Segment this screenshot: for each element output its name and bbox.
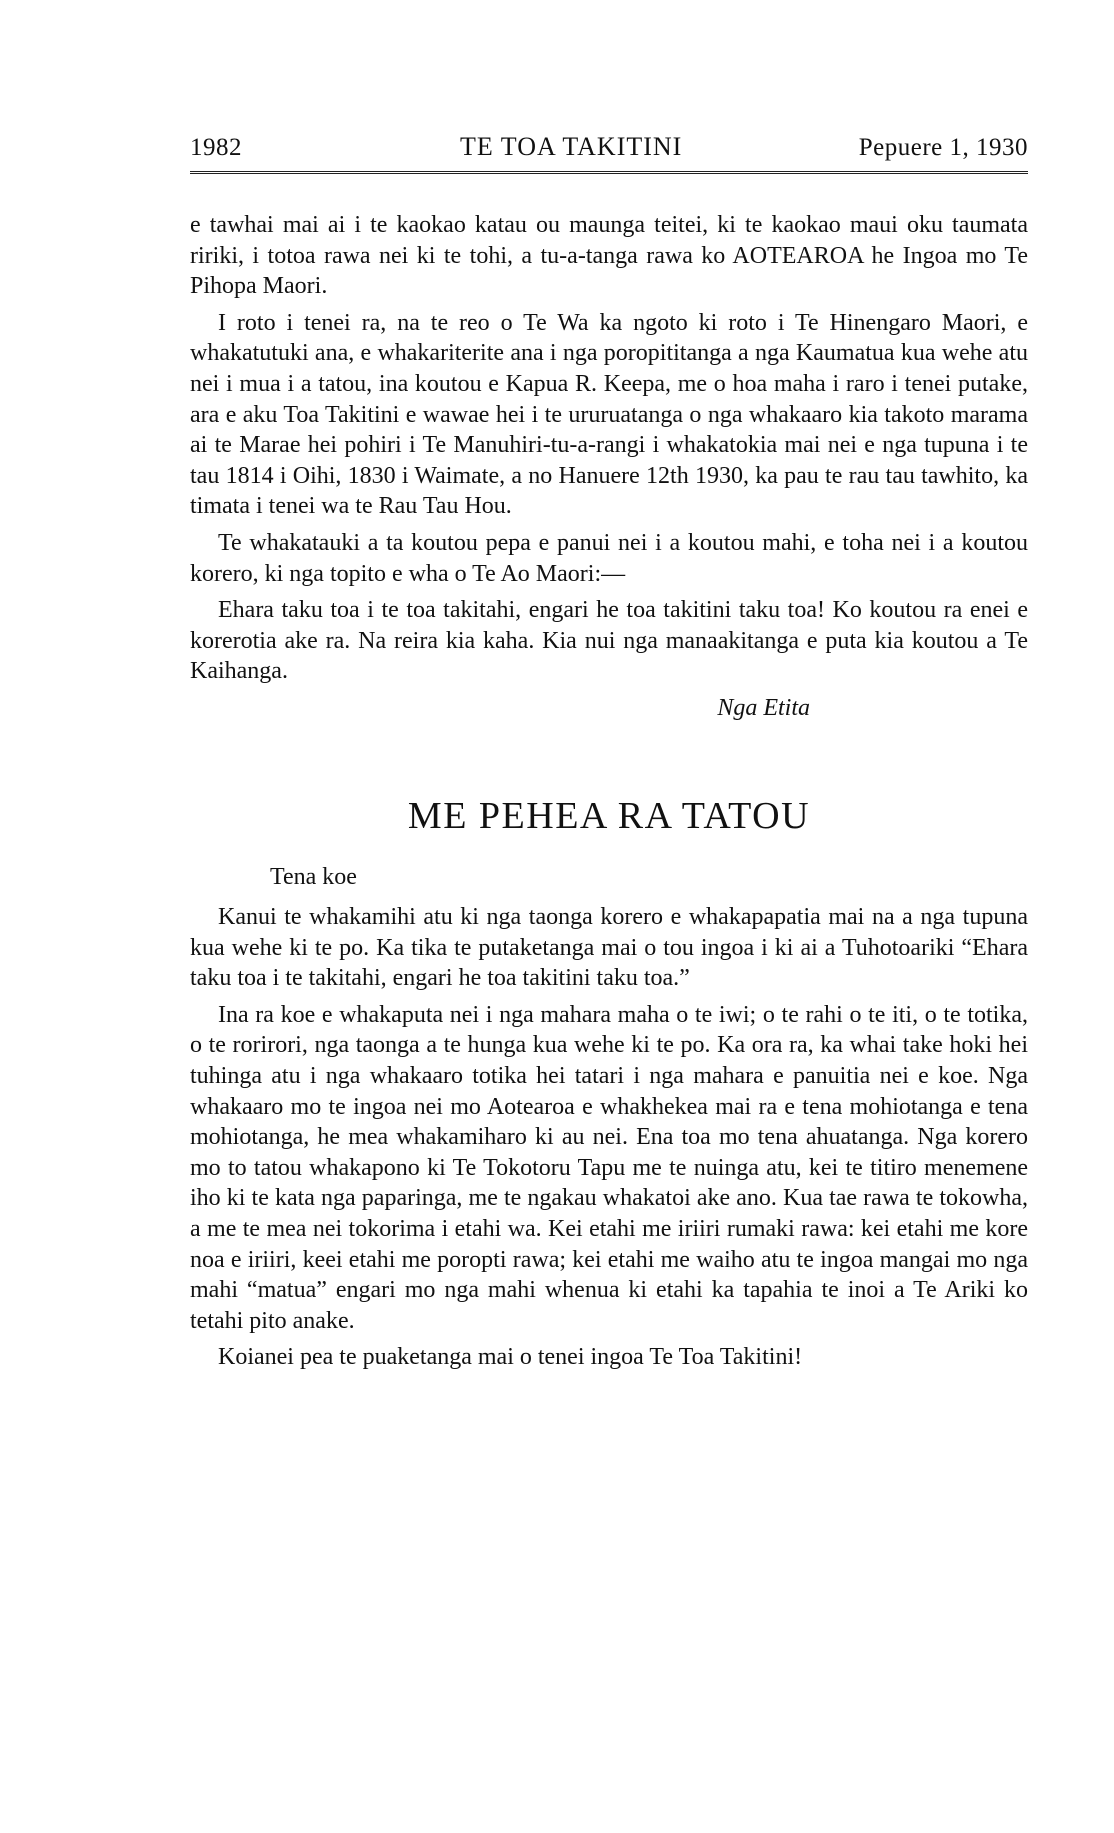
paragraph: I roto i tenei ra, na te reo o Te Wa ka ngoto ki roto i Te Hinengaro Maori, e whakatutuki ana, e whakariterite ana i nga poropititanga a nga Kaumatua kua wehe atu nei i mua i a tatou, ina koutou e Kapua R. Keepa, me o hoa maha i raro i tenei putake, ara e aku Toa Takitini e wawae hei i te ururuatanga o nga whakaaro kia takoto marama ai te Marae hei pohiri i Te Manuhiri-tu-a-rangi i whakatokia mai nei e nga tupuna i te tau 1814 i Oihi, 1830 i Waimate, a no Hanuere 12th 1930, ka pau te rau tau tawhito, ka timata i tenei wa te Rau Tau Hou.: [190, 309, 1028, 520]
journal-title: TE TOA TAKITINI: [460, 132, 683, 161]
running-header: [190, 128, 1028, 170]
document-page: [190, 128, 1028, 1371]
article-body: [190, 210, 1028, 1379]
paragraph: Ina ra koe e whakaputa nei i nga mahara maha o te iwi; o te rahi o te iti, o te totika, o te rorirori, nga taonga a te hunga kua wehe ki te po. Ka ora ra, ka whai take hoki hei tuhinga atu i nga whakaaro totika hei tatari i nga mahara e panuitia nei e koe. Nga whakaaro mo te ingoa nei mo Aotearoa e whakhekea mai ra e tena mohiotanga e tena mohiotanga, he mea whakamiharo ki au nei. Ena toa mo tena ahuatanga. Nga korero mo to tatou whakapono ki Te Tokotoru Tapu me te nuinga atu, kei te titiro menemene iho ki te kata nga paparinga, me te ngakau whakatoi ake ano. Kua tae rawa te tokowha, a me te mea nei tokorima i etahi wa. Kei etahi me iriiri rumaki rawa: kei etahi me kore noa e iriiri, keei etahi me poropti rawa; kei etahi me waiho atu te ingoa mangai mo nga mahi “matua” engari mo nga mahi whenua ki etahi ka tapahia te inoi a Te Ariki ko tetahi pito anake.: [190, 1001, 1028, 1334]
paragraph: e tawhai mai ai i te kaokao katau ou maunga teitei, ki te kaokao maui oku taumata ririki, i totoa rawa nei ki te tohi, a tu-a-tanga rawa ko AOTEAROA he Ingoa mo Te Pihopa Maori.: [190, 212, 1028, 300]
paragraph: Te whakatauki a ta koutou pepa e panui nei i a koutou mahi, e toha nei i a koutou korero, ki nga topito e wha o Te Ao Maori:—: [190, 529, 1028, 587]
paragraph: Kanui te whakamihi atu ki nga taonga korero e whakapapatia mai na a nga tupuna kua wehe ki te po. Ka tika te putaketanga mai o tou ingoa i ki ai a Tuhotoariki “Ehara taku toa i te takitahi, engari he toa takitini taku toa.”: [190, 904, 1028, 992]
header-rule: [190, 171, 1028, 174]
paragraph: Koianei pea te puaketanga mai o tenei ingoa Te Toa Takitini!: [218, 1344, 803, 1371]
page-number: 1982: [190, 134, 242, 161]
editors-signoff: Nga Etita: [717, 694, 810, 721]
issue-date: Pepuere 1, 1930: [858, 134, 1028, 161]
section-heading: ME PEHEA RA TATOU: [407, 794, 811, 837]
salutation: Tena koe: [270, 863, 357, 890]
paragraph: Ehara taku toa i te toa takitahi, engari he toa takitini taku toa! Ko koutou ra enei e korerotia ake ra. Na reira kia kaha. Kia nui nga manaakitanga e puta kia koutou a Te Kaihanga.: [190, 597, 1028, 685]
